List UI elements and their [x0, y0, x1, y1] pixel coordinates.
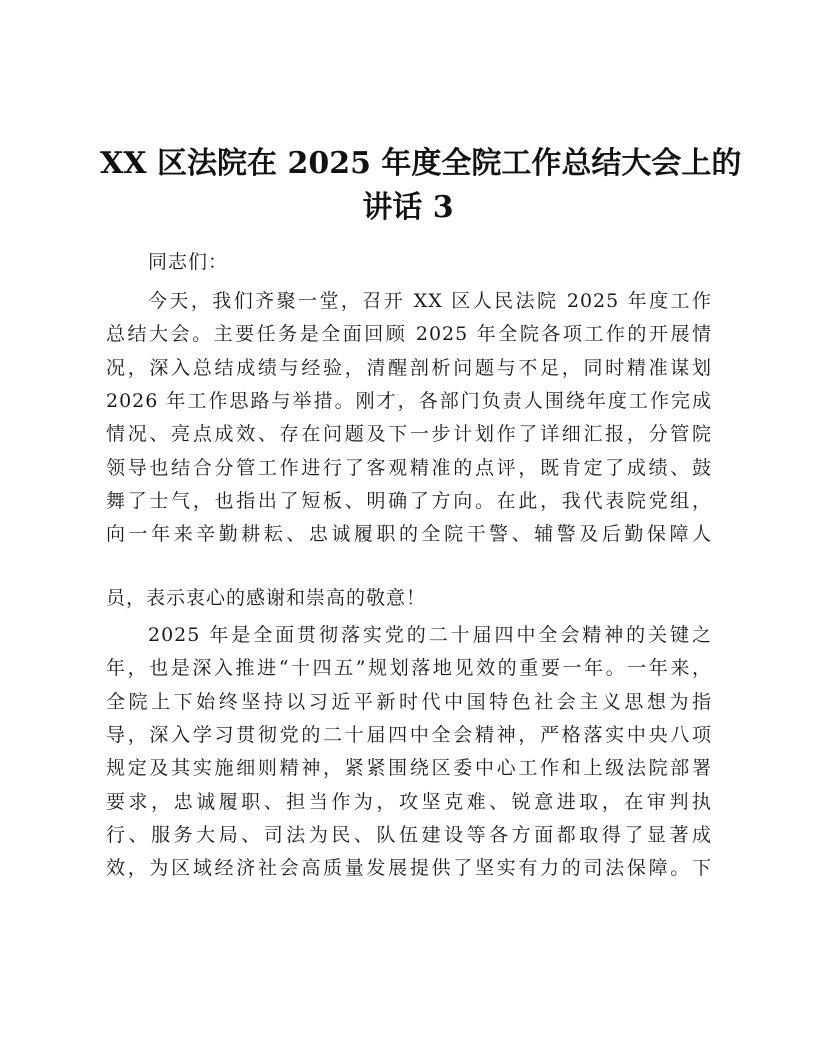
paragraph-2-line: 年，也是深入推进“十四五”规划落地见效的重要一年。一年来， — [106, 657, 712, 679]
paragraph-2-line: 效，为区域经济社会高质量发展提供了坚实有力的司法保障。下 — [106, 857, 712, 879]
paragraph-2-line: 要求，忠诚履职、担当作为，攻坚克难、锐意进取，在审判执 — [106, 791, 712, 813]
paragraph-1-line: 向一年来辛勤耕耘、忠诚履职的全院干警、辅警及后勤保障人 — [106, 523, 712, 545]
paragraph-2-line: 全院上下始终坚持以习近平新时代中国特色社会主义思想为指 — [106, 691, 712, 713]
salutation: 同志们： — [148, 251, 229, 273]
paragraph-2-line: 2025 年是全面贯彻落实党的二十届四中全会精神的关键之 — [148, 624, 712, 646]
paragraph-1-line: 2026 年工作思路与举措。刚才，各部门负责人围绕年度工作完成 — [106, 390, 712, 412]
paragraph-1-line: 领导也结合分管工作进行了客观精准的点评，既肯定了成绩、鼓 — [106, 457, 712, 479]
paragraph-1-line: 今天，我们齐聚一堂，召开 XX 区人民法院 2025 年度工作 — [148, 290, 712, 312]
paragraph-2-line: 规定及其实施细则精神，紧紧围绕区委中心工作和上级法院部署 — [106, 757, 712, 779]
paragraph-1-line: 舞了士气，也指出了短板、明确了方向。在此，我代表院党组， — [106, 490, 712, 512]
paragraph-2-line: 导，深入学习贯彻党的二十届四中全会精神，严格落实中央八项 — [106, 724, 712, 746]
paragraph-1-line: 情况、亮点成效、存在问题及下一步计划作了详细汇报，分管院 — [106, 423, 712, 445]
paragraph-1-line: 员，表示衷心的感谢和崇高的敬意！ — [106, 587, 427, 609]
document-title-line-1: XX 区法院在 2025 年度全院工作总结大会上的 — [100, 146, 742, 181]
paragraph-2-line: 行、服务大局、司法为民、队伍建设等各方面都取得了显著成 — [106, 824, 712, 846]
document-title-line-2: 讲话 3 — [362, 190, 454, 225]
paragraph-1-line: 况，深入总结成绩与经验，清醒剖析问题与不足，同时精准谋划 — [106, 357, 712, 379]
paragraph-1-line: 总结大会。主要任务是全面回顾 2025 年全院各项工作的开展情 — [106, 323, 712, 345]
